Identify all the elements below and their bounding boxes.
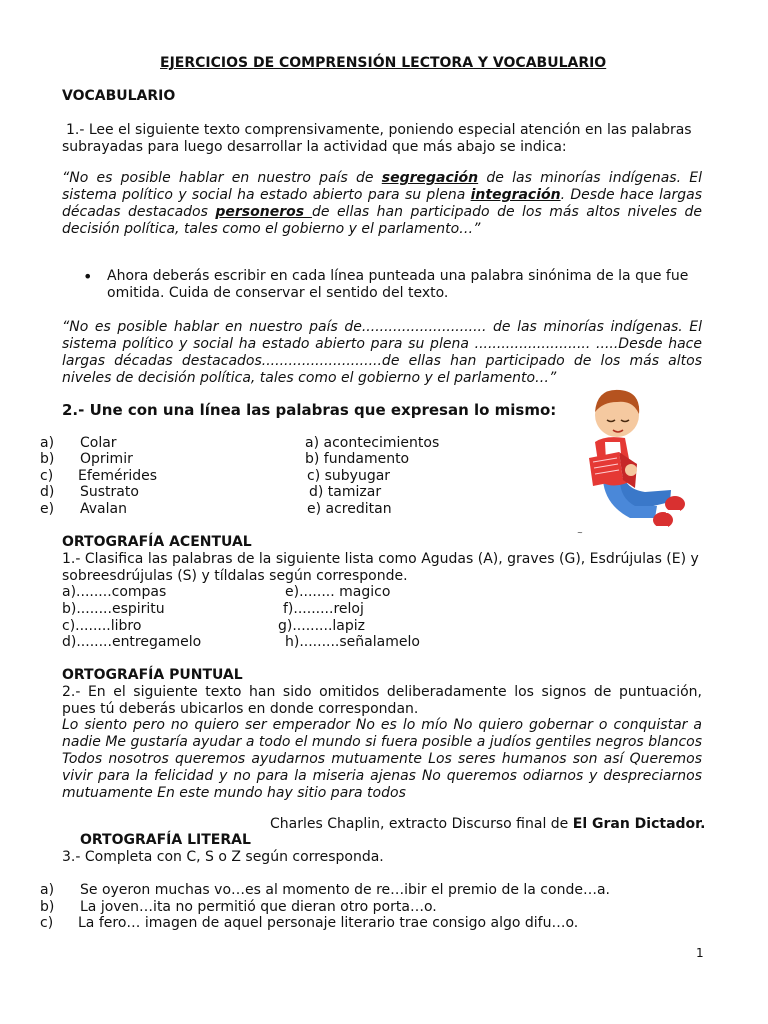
quote1-text: de las minorías indígenas. El sistema político y social ha estado abierto para su plena — [62, 170, 703, 203]
match-right-word: d) tamizar — [309, 484, 382, 500]
acentual-item: g).........lapiz — [278, 618, 365, 634]
puntual-text: Lo siento pero no quiero ser emperador No es lo mío No quiero gobernar o conquistar a nadie Me gustaría ayudar a todo el mundo si fuera posible a judíos gentiles negros blancos Todos nosotros queremos ayudarnos mutuamente Los seres humanos son así Queremos vivir para la felicidad y no para la miseria ajenas No queremos odiarnos y despreciarnos mutuamente En este mundo hay sitio para todos — [62, 717, 702, 801]
quote-paragraph-1 — [62, 170, 702, 238]
acentual-item: c)........libro — [62, 618, 142, 634]
bullet-icon: • — [83, 267, 93, 286]
acentual-item: e)........ magico — [285, 584, 391, 600]
q1-instruction: 1.- Lee el siguiente texto comprensivamente, poniendo especial atención en las palabras subrayadas para luego desarrollar la actividad que más abajo se indica: — [62, 122, 692, 155]
literal-letter: c) — [40, 915, 54, 931]
attribution — [270, 816, 705, 833]
quote-paragraph-2: “No es posible hablar en nuestro país de............................ de las minorías indígenas. El sistema político y social ha estado abierto para su plena .......................... .....Desde hace largas décadas destacados...........................de ellas han participado de los más altos niveles de decisión política, tales como el gobierno y el parlamento…” — [62, 319, 702, 386]
acentual-item: f).........reloj — [283, 601, 364, 617]
literal-letter: b) — [40, 899, 55, 915]
match-left-word: Colar — [80, 435, 117, 451]
match-left-letter: d) — [40, 484, 55, 500]
quote1-text: . Desde hace largas décadas destacados — [62, 187, 702, 220]
literal-item: Se oyeron muchas vo…es al momento de re…ibir el premio de la conde…a. — [80, 882, 610, 898]
acentual-item: b)........espiritu — [62, 601, 165, 617]
acentual-item: h).........señalamelo — [285, 634, 420, 650]
q2-heading: 2.- Une con una línea las palabras que expresan lo mismo: — [62, 401, 557, 419]
match-right-word: c) subyugar — [307, 468, 391, 484]
underlined-word-segregacion: segregación — [381, 170, 479, 186]
match-right-word: a) acontecimientos — [305, 435, 440, 451]
vocabulario-heading: VOCABULARIO — [62, 88, 176, 104]
match-left-letter: b) — [40, 451, 55, 467]
quote1-text: de ellas han participado de los más altos niveles de decisión política, tales como el gobierno y el parlamento…” — [62, 204, 702, 237]
acentual-instruction: 1.- Clasifica las palabras de la siguiente lista como Agudas (A), graves (G), Esdrújulas (E) y sobreesdrújulas (S) y tíldalas según corresponde. — [62, 551, 699, 584]
attribution-title: El Gran Dictador. — [572, 816, 706, 832]
bullet-instruction: Ahora deberás escribir en cada línea punteada una palabra sinónima de la que fue omitida. Cuida de conservar el sentido del texto. — [107, 268, 689, 301]
page-title: EJERCICIOS DE COMPRENSIÓN LECTORA Y VOCABULARIO — [160, 55, 607, 71]
match-left-word: Efemérides — [78, 468, 158, 484]
page-number: 1 — [696, 946, 704, 960]
underlined-word-integracion: integración — [470, 187, 561, 203]
match-left-word: Oprimir — [80, 451, 133, 467]
quote1-text: “No es posible hablar en nuestro país de — [62, 170, 382, 186]
attribution-prefix: Charles Chaplin, extracto Discurso final de — [270, 816, 573, 832]
match-right-word: b) fundamento — [305, 451, 410, 467]
acentual-item: d)........entregamelo — [62, 634, 202, 650]
underlined-word-personeros: personeros — [215, 204, 312, 220]
literal-letter: a) — [40, 882, 55, 898]
literal-instruction: 3.- Completa con C, S o Z según corresponda. — [62, 849, 384, 865]
ortografia-acentual-heading: ORTOGRAFÍA ACENTUAL — [62, 534, 252, 550]
ortografia-literal-heading: ORTOGRAFÍA LITERAL — [80, 832, 251, 848]
match-left-word: Sustrato — [80, 484, 139, 500]
ortografia-puntual-heading: ORTOGRAFÍA PUNTUAL — [62, 667, 243, 683]
acentual-item: a)........compas — [62, 584, 167, 600]
puntual-instruction: 2.- En el siguiente texto han sido omitidos deliberadamente los signos de puntuación, pues tú deberás ubicarlos en donde correspondan. — [62, 684, 702, 717]
literal-item: La joven…ita no permitió que dieran otro porta…o. — [80, 899, 437, 915]
match-left-letter: c) — [40, 468, 54, 484]
match-left-word: Avalan — [80, 501, 127, 517]
literal-item: La fero… imagen de aquel personaje literario trae consigo algo difu…o. — [78, 915, 579, 931]
match-right-word: e) acreditan — [307, 501, 392, 517]
match-left-letter: e) — [40, 501, 55, 517]
match-left-letter: a) — [40, 435, 55, 451]
boy-reading-illustration — [575, 380, 690, 540]
svg-text:~: ~ — [577, 529, 583, 537]
